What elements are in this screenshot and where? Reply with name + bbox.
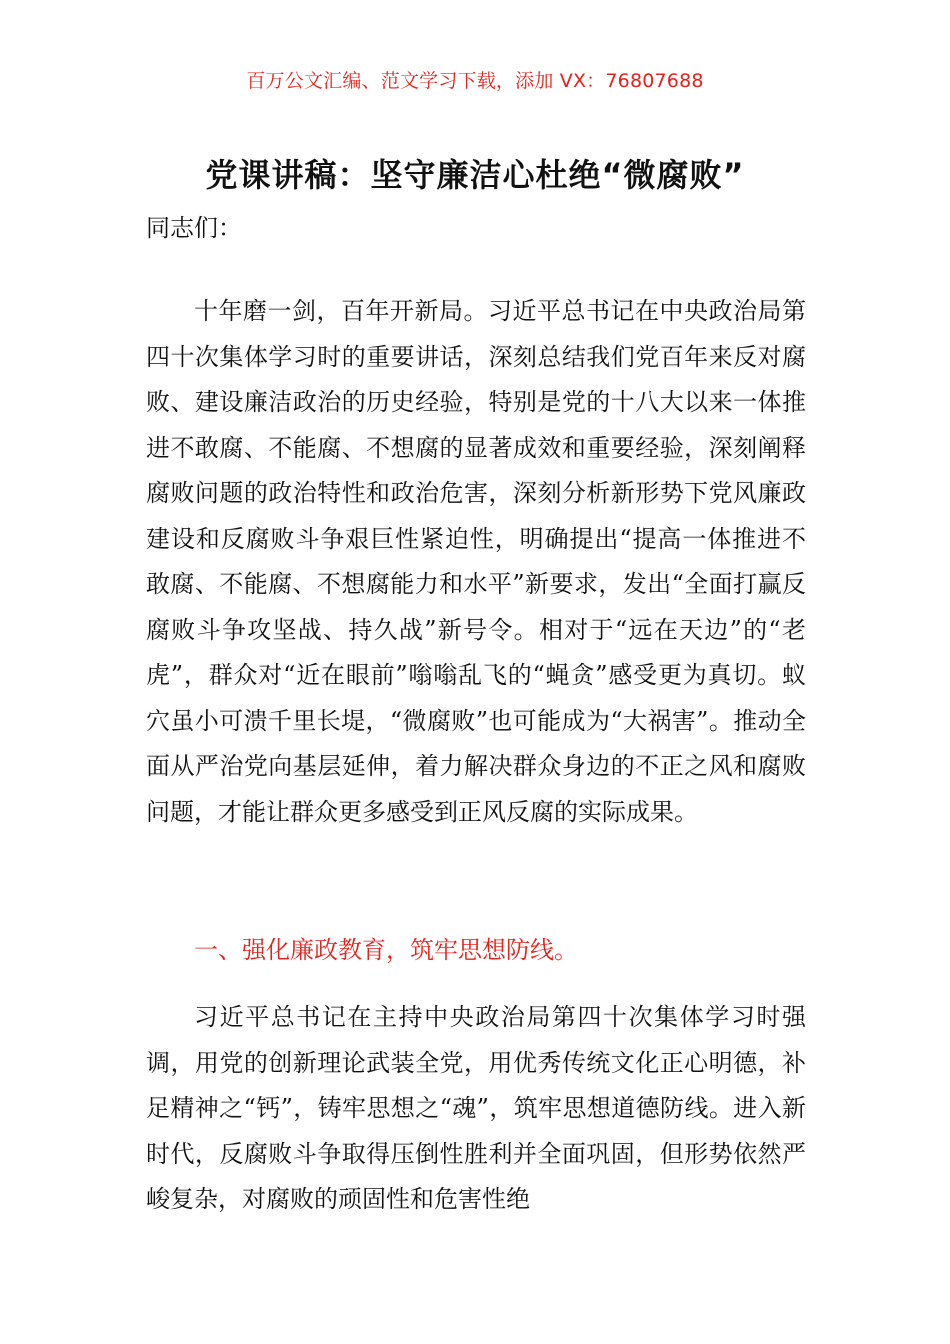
- salutation: 同志们：: [146, 214, 242, 242]
- document-title: 党课讲稿：坚守廉洁心杜绝“微腐败”: [205, 156, 745, 194]
- paragraph-intro: 十年磨一剑，百年开新局。习近平总书记在中央政治局第四十次集体学习时的重要讲话，深刻总结我们党百年来反对腐败、建设廉洁政治的历史经验，特别是党的十八大以来一体推进不敢腐、不能腐、不想腐的显著成效和重要经验，深刻阐释腐败问题的政治特性和政治危害，深刻分析新形势下党风廉政建设和反腐败斗争艰巨性紧迫性，明确提出“提高一体推进不敢腐、不能腐、不想腐能力和水平”新要求，发出“全面打赢反腐败斗争攻坚战、持久战”新号令。相对于“远在天边”的“老虎”，群众对“近在眼前”嗡嗡乱飞的“蝇贪”感受更为真切。蚁穴虽小可溃千里长堤，“微腐败”也可能成为“大祸害”。推动全面从严治党向基层延伸，着力解决群众身边的不正之风和腐败问题，才能让群众更多感受到正风反腐的实际成果。: [146, 297, 806, 826]
- paragraph-section-1: 习近平总书记在主持中央政治局第四十次集体学习时强调，用党的创新理论武装全党，用优秀传统文化正心明德，补足精神之“钙”，铸牢思想之“魂”，筑牢思想道德防线。进入新时代，反腐败斗争取得压倒性胜利并全面巩固，但形势依然严峻复杂，对腐败的顽固性和危害性绝: [146, 1003, 806, 1213]
- section-heading-1: 一、强化廉政教育，筑牢思想防线。: [194, 936, 578, 964]
- header-banner: 百万公文汇编、范文学习下载，添加 VX：76807688: [246, 70, 704, 92]
